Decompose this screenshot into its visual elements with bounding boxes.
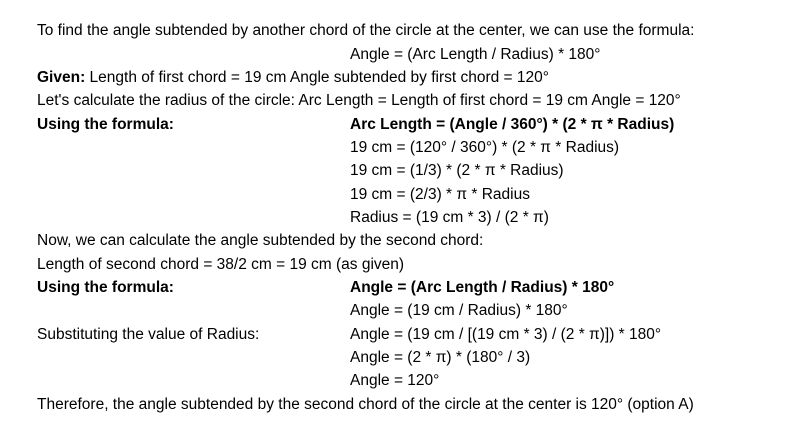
second-intro-text: Now, we can calculate the angle subtended by the second chord: [37,232,484,249]
step1-line-2: 19 cm = (1/3) * (2 * π * Radius) [350,162,564,179]
formula-text: Angle = (Arc Length / Radius) * 180° [350,46,601,63]
step2-line-3: Angle = (2 * π) * (180° / 3) [350,349,531,366]
step2-line-4: Angle = 120° [350,372,440,389]
step2-formula: Angle = (Arc Length / Radius) * 180° [350,279,615,296]
given-text: Length of first chord = 19 cm Angle subtended by first chord = 120° [85,69,549,86]
intro-text: To find the angle subtended by another chord of the circle at the center, we can use the formula: [37,22,695,39]
given-label: Given: [37,69,86,86]
step1-label: Using the formula: [37,116,174,133]
radius-intro-text: Let's calculate the radius of the circle: Arc Length = Length of first chord = 19 cm Angle = 120° [37,92,681,109]
given-line [37,66,549,89]
substitution-line: Angle = (19 cm / [(19 cm * 3) / (2 * π)]) * 180° [350,326,662,343]
step1-formula: Arc Length = (Angle / 360°) * (2 * π * Radius) [350,116,675,133]
conclusion-text: Therefore, the angle subtended by the second chord of the circle at the center is 120° (option A) [37,396,694,413]
substitution-label: Substituting the value of Radius: [37,326,260,343]
step1-line-3: 19 cm = (2/3) * π * Radius [350,186,530,203]
step1-line-4: Radius = (19 cm * 3) / (2 * π) [350,209,549,226]
step2-line-1: Angle = (19 cm / Radius) * 180° [350,302,568,319]
step1-line-1: 19 cm = (120° / 360°) * (2 * π * Radius) [350,139,620,156]
second-length-text: Length of second chord = 38/2 cm = 19 cm (as given) [37,256,405,273]
step2-label: Using the formula: [37,279,174,296]
